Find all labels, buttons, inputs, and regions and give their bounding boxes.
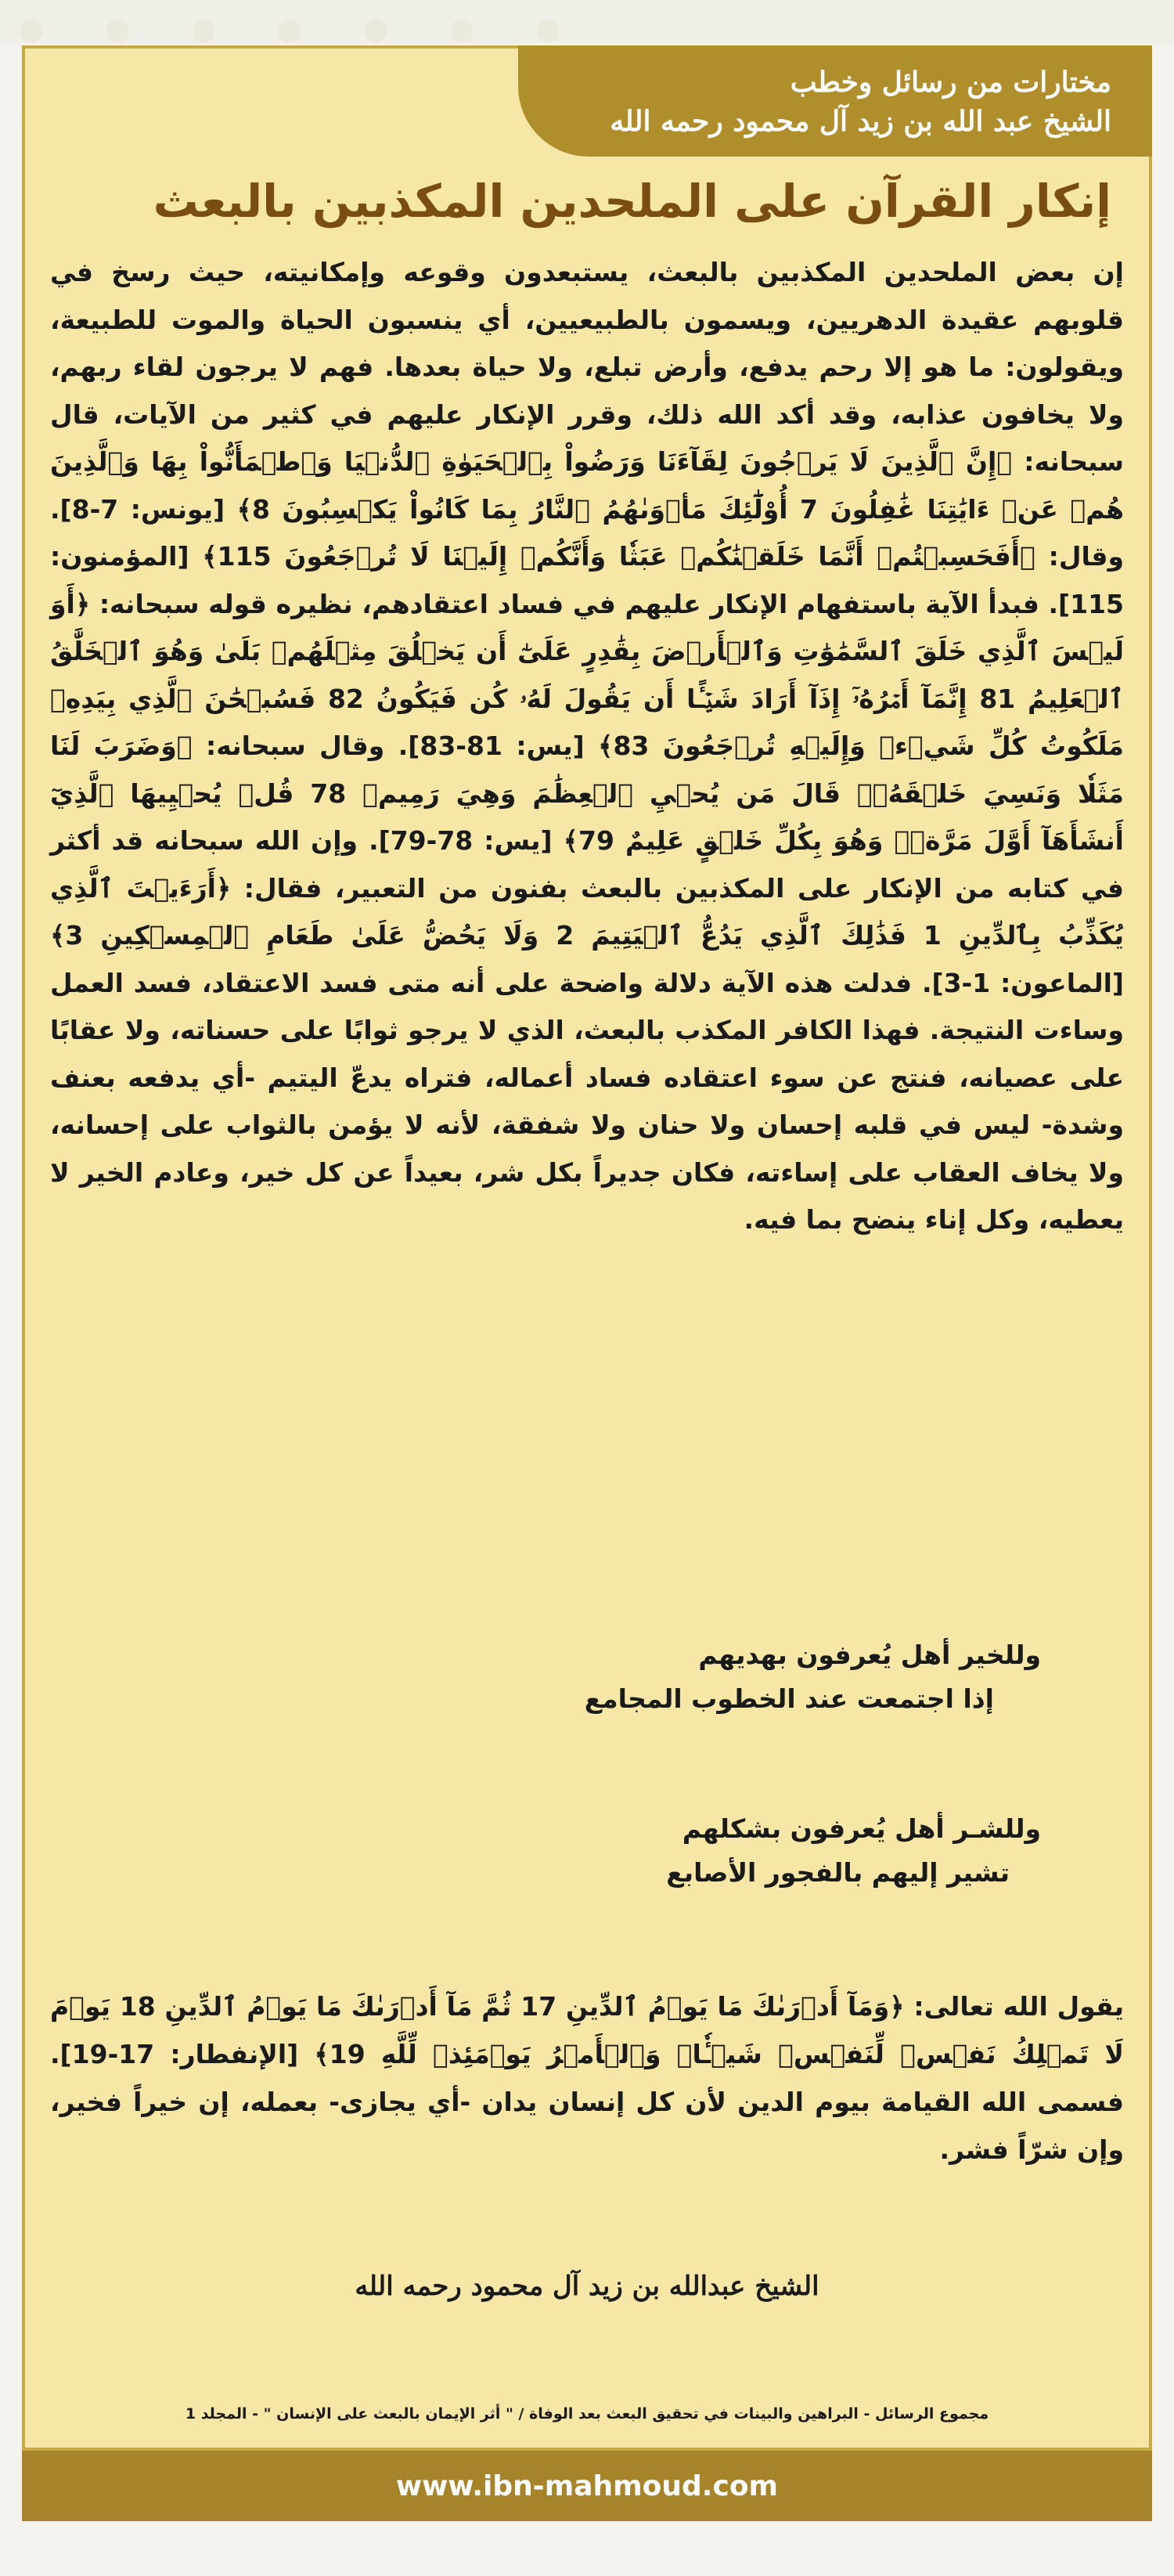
header-author: الشيخ عبد الله بن زيد آل محمود رحمه الله	[610, 105, 1111, 138]
website-link[interactable]: www.ibn-mahmoud.com	[395, 2470, 779, 2502]
poem-line: وللخير أهل يُعرفون بهديهم	[698, 1640, 1041, 1670]
poem-line: وللشـر أهل يُعرفون بشكلهم	[682, 1813, 1041, 1844]
article-body	[50, 249, 1124, 1244]
bottom-strip	[0, 2521, 1174, 2576]
header-series-title: مختارات من رسائل وخطب	[790, 66, 1111, 99]
body-paragraph: إن بعض الملحدين المكذبين بالبعث، يستبعدون وقوعه وإمكانيته، حيث رسخ في قلوبهم عقيدة الدهريين، ويسمون بالطبيعيين، أي ينسبون الحياة والموت للطبيعة، ويقولون: ما هو إلا رحم يدفع، وأرض تبلع، ولا حياة بعدها. فهم لا يرجون لقاء ربهم، ولا يخافون عذابه، وقد أكد الله ذلك، وقرر الإنكار عليهم في كثير من الآيات، قال سبحانه: ﴿إِنَّ ٱلَّذِينَ لَا يَرۡجُونَ لِقَآءَنَا وَرَضُواْ بِٱلۡحَيَوٰةِ ٱلدُّنۡيَا وَٱطۡمَأَنُّواْ بِهَا وَٱلَّذِينَ هُمۡ عَنۡ ءَايَٰتِنَا غَٰفِلُونَ 7 أُوْلَٰٓئِكَ مَأۡوَىٰهُمُ ٱلنَّارُ بِمَا كَانُواْ يَكۡسِبُونَ 8﴾ [يونس: 7-8]. وقال: ﴿أَفَحَسِبۡتُمۡ أَنَّمَا خَلَقۡنَٰكُمۡ عَبَثٗا وَأَنَّكُمۡ إِلَيۡنَا لَا تُرۡجَعُونَ 115﴾ [المؤمنون: 115]. فبدأ الآية باستفهام الإنكار عليهم في فساد اعتقادهم، نظيره قوله سبحانه: ﴿أَوَ لَيۡسَ ٱلَّذِي خَلَقَ ٱلسَّمَٰوَٰتِ وَٱلۡأَرۡضَ بِقَٰدِرٍ عَلَىٰٓ أَن يَخۡلُقَ مِثۡلَهُمۚ بَلَىٰ وَهُوَ ٱلۡخَلَّٰقُ ٱلۡعَلِيمُ 81 إِنَّمَآ أَمۡرُهُۥٓ إِذَآ أَرَادَ شَيۡـًٔا أَن يَقُولَ لَهُۥ كُن فَيَكُونُ 82 فَسُبۡحَٰنَ ٱلَّذِي بِيَدِهِۦ مَلَكُوتُ كُلِّ شَيۡءٖ وَإِلَيۡهِ تُرۡجَعُونَ 83﴾ [يس: 81-83]. وقال سبحانه: ﴿وَضَرَبَ لَنَا مَثَلٗا وَنَسِيَ خَلۡقَهُۥۖ قَالَ مَن يُحۡيِ ٱلۡعِظَٰمَ وَهِيَ رَمِيمٞ 78 قُلۡ يُحۡيِيهَا ٱلَّذِيٓ أَنشَأَهَآ أَوَّلَ مَرَّةٖۖ وَهُوَ بِكُلِّ خَلۡقٍ عَلِيمٌ 79﴾ [يس: 78-79]. وإن الله سبحانه قد أكثر في كتابه من الإنكار على المكذبين بالبعث بفنون من التعبير، فقال: ﴿أَرَءَيۡتَ ٱلَّذِي يُكَذِّبُ بِٱلدِّينِ 1 فَذَٰلِكَ ٱلَّذِي يَدُعُّ ٱلۡيَتِيمَ 2 وَلَا يَحُضُّ عَلَىٰ طَعَامِ ٱلۡمِسۡكِينِ 3﴾ [الماعون: 1-3]. فدلت هذه الآية دلالة واضحة على أنه متى فسد الاعتقاد، فسد العمل وساءت النتيجة. فهذا الكافر المكذب بالبعث، الذي لا يرجو ثوابًا على حسناته، ولا عقابًا على عصيانه، فنتج عن سوء اعتقاده فساد أعماله، فتراه يدعّ اليتيم -أي يدفعه بعنف وشدة- ليس في قلبه إحسان ولا حنان ولا شفقة، لأنه لا يؤمن بالثواب على إحسانه، ولا يخاف العقاب على إساءته، فكان جديراً بكل شر، بعيداً عن كل خير، وعادم الخير لا يعطيه، وكل إناء ينضح بما فيه.	[50, 257, 1124, 1235]
poem-verse-good	[258, 1633, 1041, 1721]
source-citation: مجموع الرسائل - البراهين والبينات في تحقيق البعث بعد الوفاة / " أثر الإيمان بالبعث على الإنسان " - المجلد 1	[185, 2405, 989, 2423]
signature: الشيخ عبدالله بن زيد آل محمود رحمه الله	[355, 2271, 819, 2302]
poem-verse-evil	[258, 1807, 1041, 1895]
header	[532, 63, 1111, 141]
article-title: إنكار القرآن على الملحدين المكذبين بالبعث	[153, 175, 1111, 228]
footer-bar	[22, 2451, 1152, 2521]
closing-paragraph: يقول الله تعالى: ﴿وَمَآ أَدۡرَىٰكَ مَا يَوۡمُ ٱلدِّينِ 17 ثُمَّ مَآ أَدۡرَىٰكَ مَا يَوۡمُ ٱلدِّينِ 18 يَوۡمَ لَا تَمۡلِكُ نَفۡسٞ لِّنَفۡسٖ شَيۡـٔٗاۖ وَٱلۡأَمۡرُ يَوۡمَئِذٖ لِّلَّهِ 19﴾ [الإنفطار: 17-19]. فسمى الله القيامة بيوم الدين لأن كل إنسان يدان -أي يجازى- بعمله، إن خيراً فخير، وإن شرّاً فشر.	[50, 1991, 1125, 2165]
poem-line: تشير إليهم بالفجور الأصابع	[666, 1857, 1010, 1888]
poem-line: إذا اجتمعت عند الخطوب المجامع	[584, 1683, 994, 1714]
